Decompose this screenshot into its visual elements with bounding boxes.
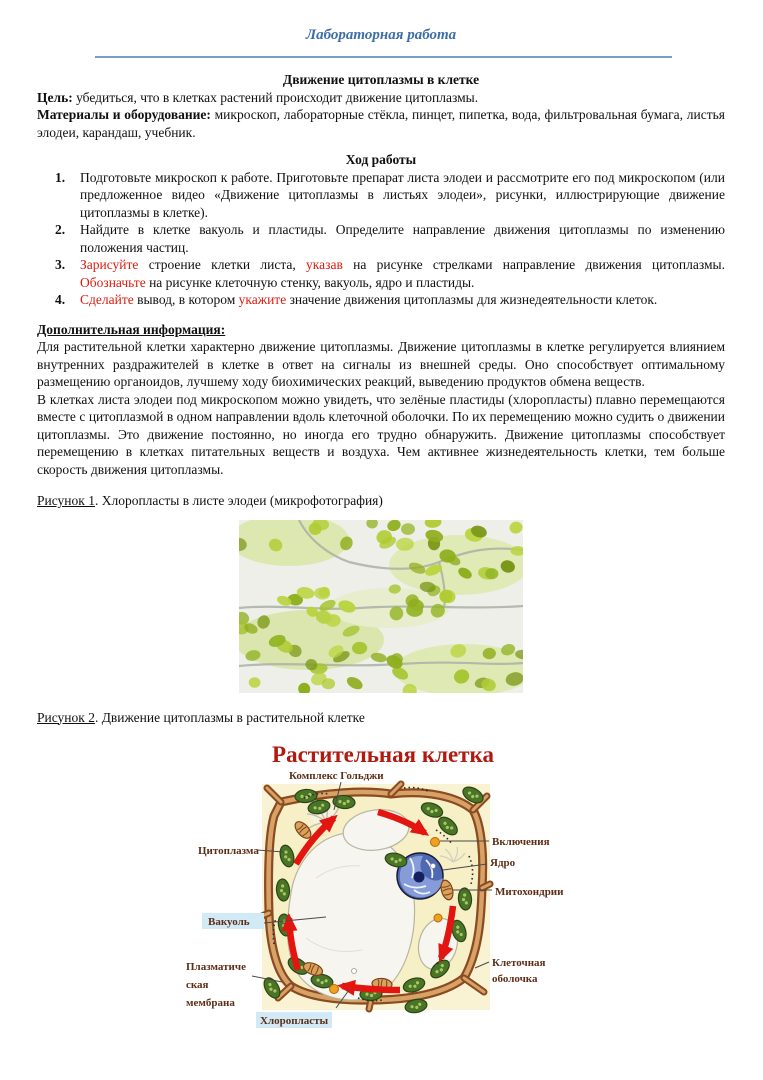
label-inclusions: Включения	[492, 836, 550, 848]
step-text-segment: Подготовьте микроскоп к работе. Приготовьте препарат листа элодеи и рассмотрите его под микроскопом (или предложенное видео «Движение цитоплазмы в листьях элодеи», рисунки, иллюстрирующие движение цитоплазмы в клетке).	[80, 169, 725, 220]
label-membrane-line3: мембрана	[186, 997, 235, 1009]
step-text	[80, 169, 725, 222]
figure1-caption	[37, 492, 725, 510]
step-text-segment: строение клетки листа,	[138, 257, 307, 272]
procedure-step-3	[37, 256, 725, 291]
step-text-segment: на рисунке стрелками направление движения цитоплазмы.	[342, 257, 725, 272]
step-number: 3.	[55, 257, 66, 272]
materials-label: Материалы и оборудование:	[37, 107, 211, 122]
procedure-heading: Ход работы	[345, 152, 417, 167]
label-chloroplasts: Хлоропласты	[260, 1015, 329, 1027]
procedure-step-1	[37, 169, 725, 222]
diagram-title: Растительная клетка	[272, 742, 494, 767]
header-rule	[95, 56, 672, 58]
materials-text: микроскоп, лабораторные стёкла, пинцет, пипетка, вода, фильтровальная бумага, листья элодеи, карандаш, учебник.	[37, 107, 725, 140]
goal-label: Цель:	[37, 89, 73, 105]
label-cytoplasm: Цитоплазма	[198, 845, 259, 857]
goal-paragraph	[37, 89, 725, 107]
procedure-step-2	[37, 221, 725, 256]
additional-info-paragraph-1: Для растительной клетки характерно движение цитоплазмы. Движение цитоплазмы в клетке регулируется влиянием внутренних раздражителей в клетке в ответ на сигналы из внешней среды. Оно способствует оптимальному размещению органоидов, лучшему ходу биохимических реакций, выведению продуктов обмена веществ.	[37, 339, 725, 389]
step-number: 2.	[55, 222, 66, 237]
label-mitochondria: Митохондрии	[495, 886, 564, 898]
label-cellwall-line2: оболочка	[492, 973, 538, 985]
figure1-caption-text: . Хлоропласты в листе элодеи (микрофотография)	[94, 493, 383, 508]
micrograph-chloroplasts	[239, 520, 523, 693]
red-emphasis: Зарисуйте	[80, 257, 139, 272]
figure2-caption	[37, 709, 725, 727]
label-vacuole: Вакуоль	[208, 916, 250, 928]
step-text	[80, 291, 725, 309]
goal-text: убедиться, что в клетках растений происходит движение цитоплазмы.	[76, 89, 479, 105]
figure2-caption-text: . Движение цитоплазмы в растительной клетке	[94, 709, 365, 725]
red-emphasis: Обозначьте	[80, 274, 146, 290]
step-text-segment: значение движения цитоплазмы для жизнедеятельности клеток.	[286, 292, 658, 307]
step-number: 4.	[55, 292, 66, 307]
label-golgi: Комплекс Гольджи	[289, 770, 384, 782]
red-emphasis: укажите	[238, 292, 287, 307]
figure2-diagram-wrapper	[186, 738, 566, 1033]
figure1-label: Рисунок 1	[37, 493, 95, 508]
step-text-segment: на рисунке клеточную стенку, вакуоль, ядро и пластиды.	[145, 274, 475, 290]
additional-info-heading: Дополнительная информация:	[37, 321, 226, 337]
label-nucleus: Ядро	[490, 857, 516, 869]
step-text-segment: Найдите в клетке вакуоль и пластиды. Определите направление движения цитоплазмы по изменению положения частиц.	[80, 222, 725, 255]
label-membrane-line2: ская	[186, 979, 209, 991]
label-membrane-line1: Плазматиче	[186, 961, 246, 973]
additional-info-paragraph-2: В клетках листа элодеи под микроскопом можно увидеть, что зелёные пластиды (хлоропласты) плавно перемещаются вместе с цитоплазмой в одном направлении вдоль клеточной оболочки. По их перемещению можно судить о движении цитоплазмы. Это движение постоянно, но иногда его трудно обнаружить. Движение цитоплазмы способствует перемещению в клетках питательных веществ и воздуха. Чем активнее жизнедеятельность клетки, тем больше скорость движения цитоплазмы.	[37, 391, 725, 477]
red-emphasis: указав	[306, 257, 343, 272]
plant-cell-diagram	[186, 738, 566, 1033]
doc-header-title: Лабораторная работа	[305, 27, 457, 43]
figure1-photo-wrapper	[37, 520, 725, 693]
red-emphasis: Сделайте	[80, 292, 134, 307]
procedure-step-4	[37, 291, 725, 309]
step-number: 1.	[55, 169, 66, 185]
step-text-segment: вывод, в котором	[133, 292, 239, 307]
label-cellwall-line1: Клеточная	[492, 957, 546, 969]
step-text	[80, 221, 725, 256]
materials-paragraph	[37, 106, 725, 141]
step-text	[80, 256, 725, 291]
doc-title: Движение цитоплазмы в клетке	[282, 72, 480, 87]
figure2-label: Рисунок 2	[37, 709, 95, 725]
